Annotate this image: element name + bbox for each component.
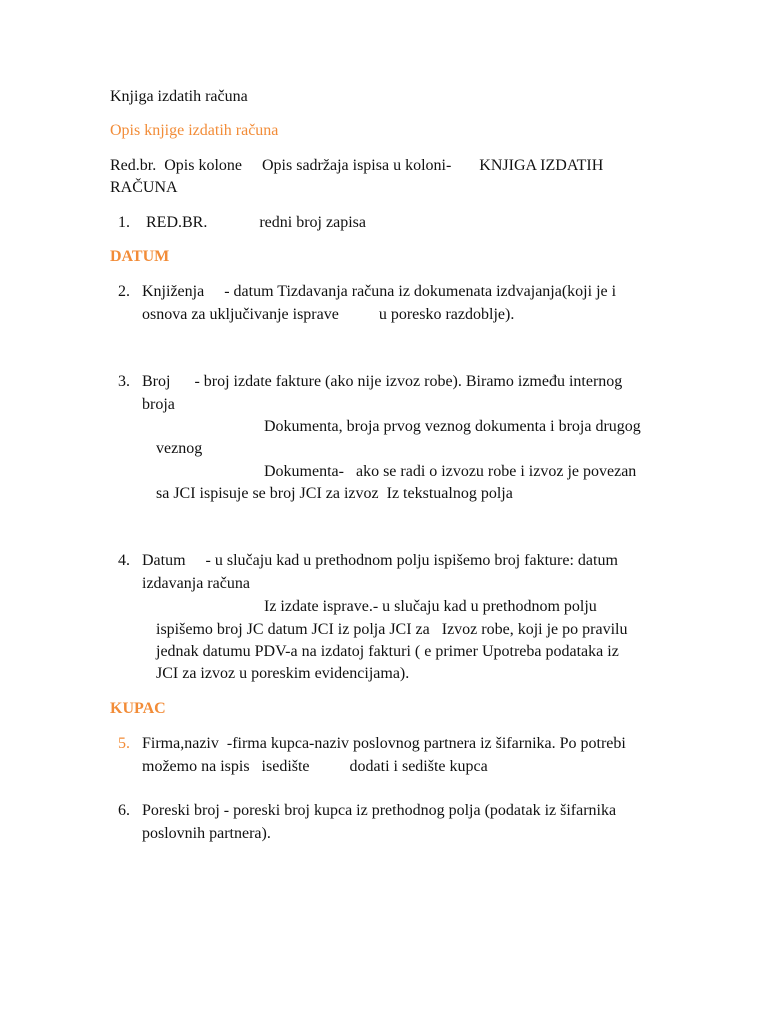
header-line-1: Red.br. Opis kolone Opis sadržaja ispisa u koloni- KNJIGA IZDATIH — [110, 157, 604, 174]
header-line-2: RAČUNA — [110, 179, 178, 196]
item-2-line-2: osnova za uključivanje isprave u poresko razdoblje). — [142, 306, 515, 323]
document-title: Knjiga izdatih računa — [110, 88, 248, 105]
item-4-line-6: JCI za izvoz u poreskim evidencijama). — [156, 665, 410, 682]
item-6-number: 6. — [118, 802, 130, 819]
item-3-number: 3. — [118, 373, 130, 390]
item-2-line-1: Knjiženja - datum Tizdavanja računa iz dokumenata izdvajanja(koji je i — [142, 283, 617, 300]
item-5-number: 5. — [118, 735, 130, 752]
item-3-line-2: broja — [142, 396, 175, 413]
item-6-line-2: poslovnih partnera). — [142, 825, 271, 842]
document-subtitle: Opis knjige izdatih računa — [110, 122, 279, 139]
item-2-number: 2. — [118, 283, 130, 300]
item-4-line-5: jednak datumu PDV-a na izdatoj fakturi ( e primer Upotreba podataka iz — [156, 643, 619, 660]
item-1-text: RED.BR. redni broj zapisa — [146, 214, 366, 231]
item-6-line-1: Poreski broj - poreski broj kupca iz prethodnog polja (podatak iz šifarnika — [142, 802, 617, 819]
item-3-line-1: Broj - broj izdate fakture (ako nije izvoz robe). Biramo između internog — [142, 373, 623, 390]
item-4-number: 4. — [118, 552, 130, 569]
section-kupac: KUPAC — [110, 700, 166, 717]
item-3-line-3: Dokumenta, broja prvog veznog dokumenta i broja drugog — [264, 418, 641, 435]
item-1-number: 1. — [118, 214, 130, 231]
item-4-line-3: Iz izdate isprave.- u slučaju kad u prethodnom polju — [264, 598, 597, 615]
item-4-line-4: ispišemo broj JC datum JCI iz polja JCI za Izvoz robe, koji je po pravilu — [156, 621, 628, 638]
item-5-line-2: možemo na ispis isedište dodati i sedište kupca — [142, 758, 488, 775]
item-5-line-1: Firma,naziv -firma kupca-naziv poslovnog partnera iz šifarnika. Po potrebi — [142, 735, 626, 752]
item-4-line-2: izdavanja računa — [142, 575, 250, 592]
item-4-line-1: Datum - u slučaju kad u prethodnom polju ispišemo broj fakture: datum — [142, 552, 618, 569]
section-datum: DATUM — [110, 248, 170, 265]
item-3-line-4: veznog — [156, 440, 203, 457]
item-3-line-6: sa JCI ispisuje se broj JCI za izvoz Iz tekstualnog polja — [156, 485, 513, 502]
item-3-line-5: Dokumenta- ako se radi o izvozu robe i izvoz je povezan — [264, 463, 637, 480]
